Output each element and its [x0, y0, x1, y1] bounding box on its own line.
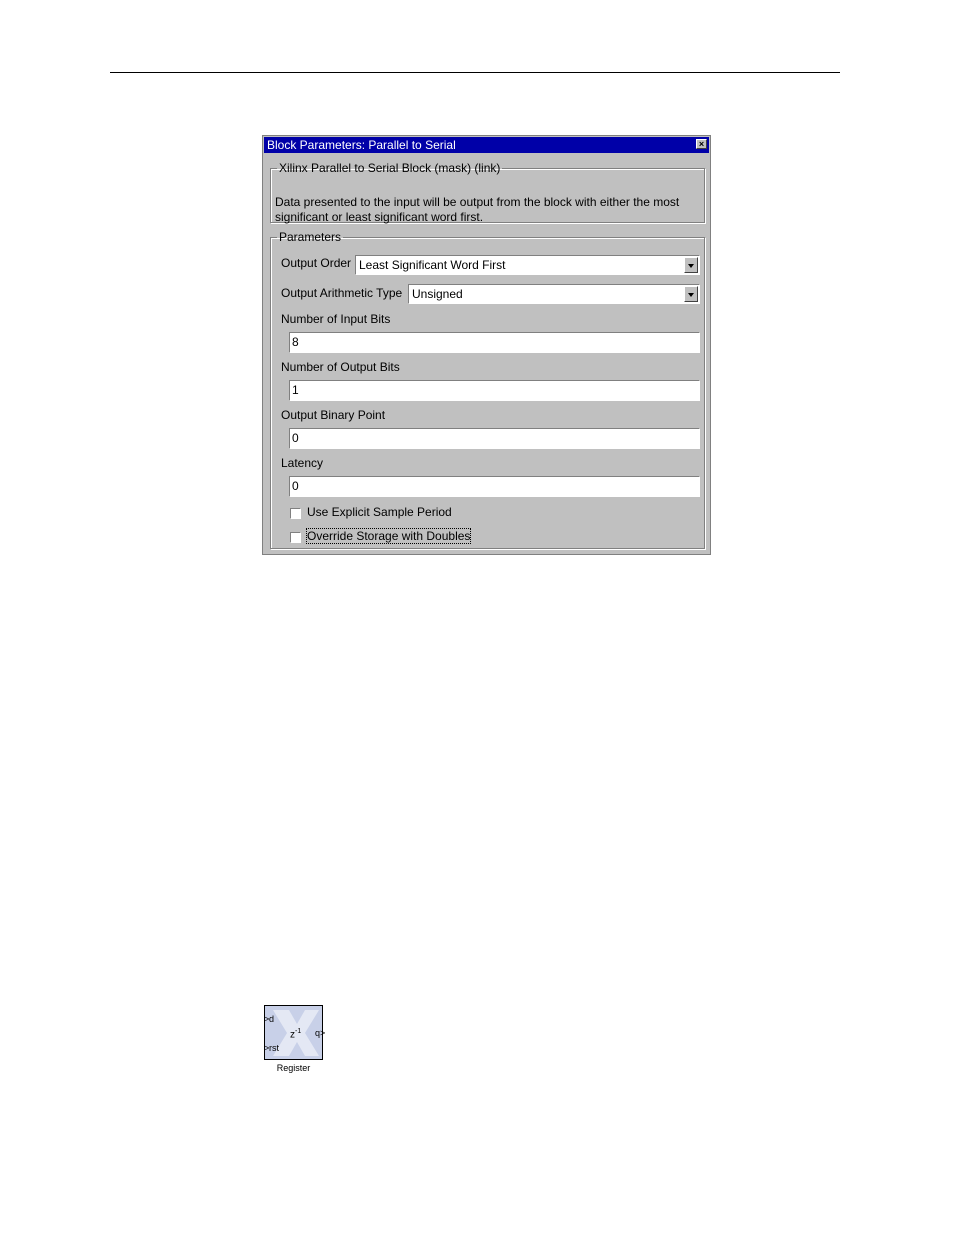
chevron-down-icon[interactable] [684, 257, 698, 273]
register-block-label: Register [276, 1063, 311, 1073]
delay-symbol [290, 1028, 301, 1040]
output-binary-point-input[interactable]: 0 [289, 428, 700, 449]
output-order-label: Output Order [281, 256, 352, 270]
port-d-label: d [269, 1014, 275, 1024]
number-of-input-bits-label: Number of Input Bits [281, 312, 391, 326]
dialog-title: Block Parameters: Parallel to Serial [267, 138, 456, 152]
dialog-titlebar[interactable] [264, 137, 709, 153]
output-order-value: Least Significant Word First [359, 258, 506, 272]
use-explicit-sample-period-checkbox[interactable] [290, 508, 301, 519]
description-group [270, 161, 705, 223]
description-text: Data presented to the input will be output from the block with either the most significant or least significant word first. [275, 195, 680, 224]
port-rst-label: rst [269, 1043, 279, 1053]
description-legend: Xilinx Parallel to Serial Block (mask) (link) [279, 161, 501, 175]
parameters-group [270, 230, 705, 549]
port-rst-arrow-icon: > [264, 1043, 270, 1053]
parameters-legend: Parameters [279, 230, 342, 244]
number-of-output-bits-label: Number of Output Bits [281, 360, 400, 374]
override-storage-with-doubles-checkbox[interactable] [290, 532, 301, 543]
use-explicit-sample-period-label[interactable]: Use Explicit Sample Period [307, 505, 452, 519]
port-q-label: q [315, 1028, 321, 1038]
latency-input[interactable]: 0 [289, 476, 700, 497]
register-block[interactable] [264, 1005, 326, 1060]
chevron-down-icon[interactable] [684, 286, 698, 302]
port-q-arrow-icon: > [320, 1028, 326, 1038]
output-binary-point-label: Output Binary Point [281, 408, 386, 422]
number-of-input-bits-input[interactable]: 8 [289, 332, 700, 353]
delay-symbol-exp: -1 [295, 1028, 302, 1035]
latency-label: Latency [281, 456, 324, 470]
override-storage-with-doubles-label[interactable]: Override Storage with Doubles [307, 529, 471, 543]
page-top-rule [110, 72, 840, 73]
delay-symbol-base: z [290, 1029, 295, 1041]
output-arithmetic-type-value: Unsigned [412, 287, 463, 301]
number-of-output-bits-input[interactable]: 1 [289, 380, 700, 401]
output-order-select[interactable] [355, 255, 700, 275]
block-parameters-dialog [262, 135, 711, 555]
output-arithmetic-type-label: Output Arithmetic Type [281, 286, 403, 300]
port-d-arrow-icon: > [264, 1014, 270, 1024]
output-arithmetic-type-select[interactable] [408, 284, 700, 304]
close-icon[interactable]: × [696, 139, 707, 149]
